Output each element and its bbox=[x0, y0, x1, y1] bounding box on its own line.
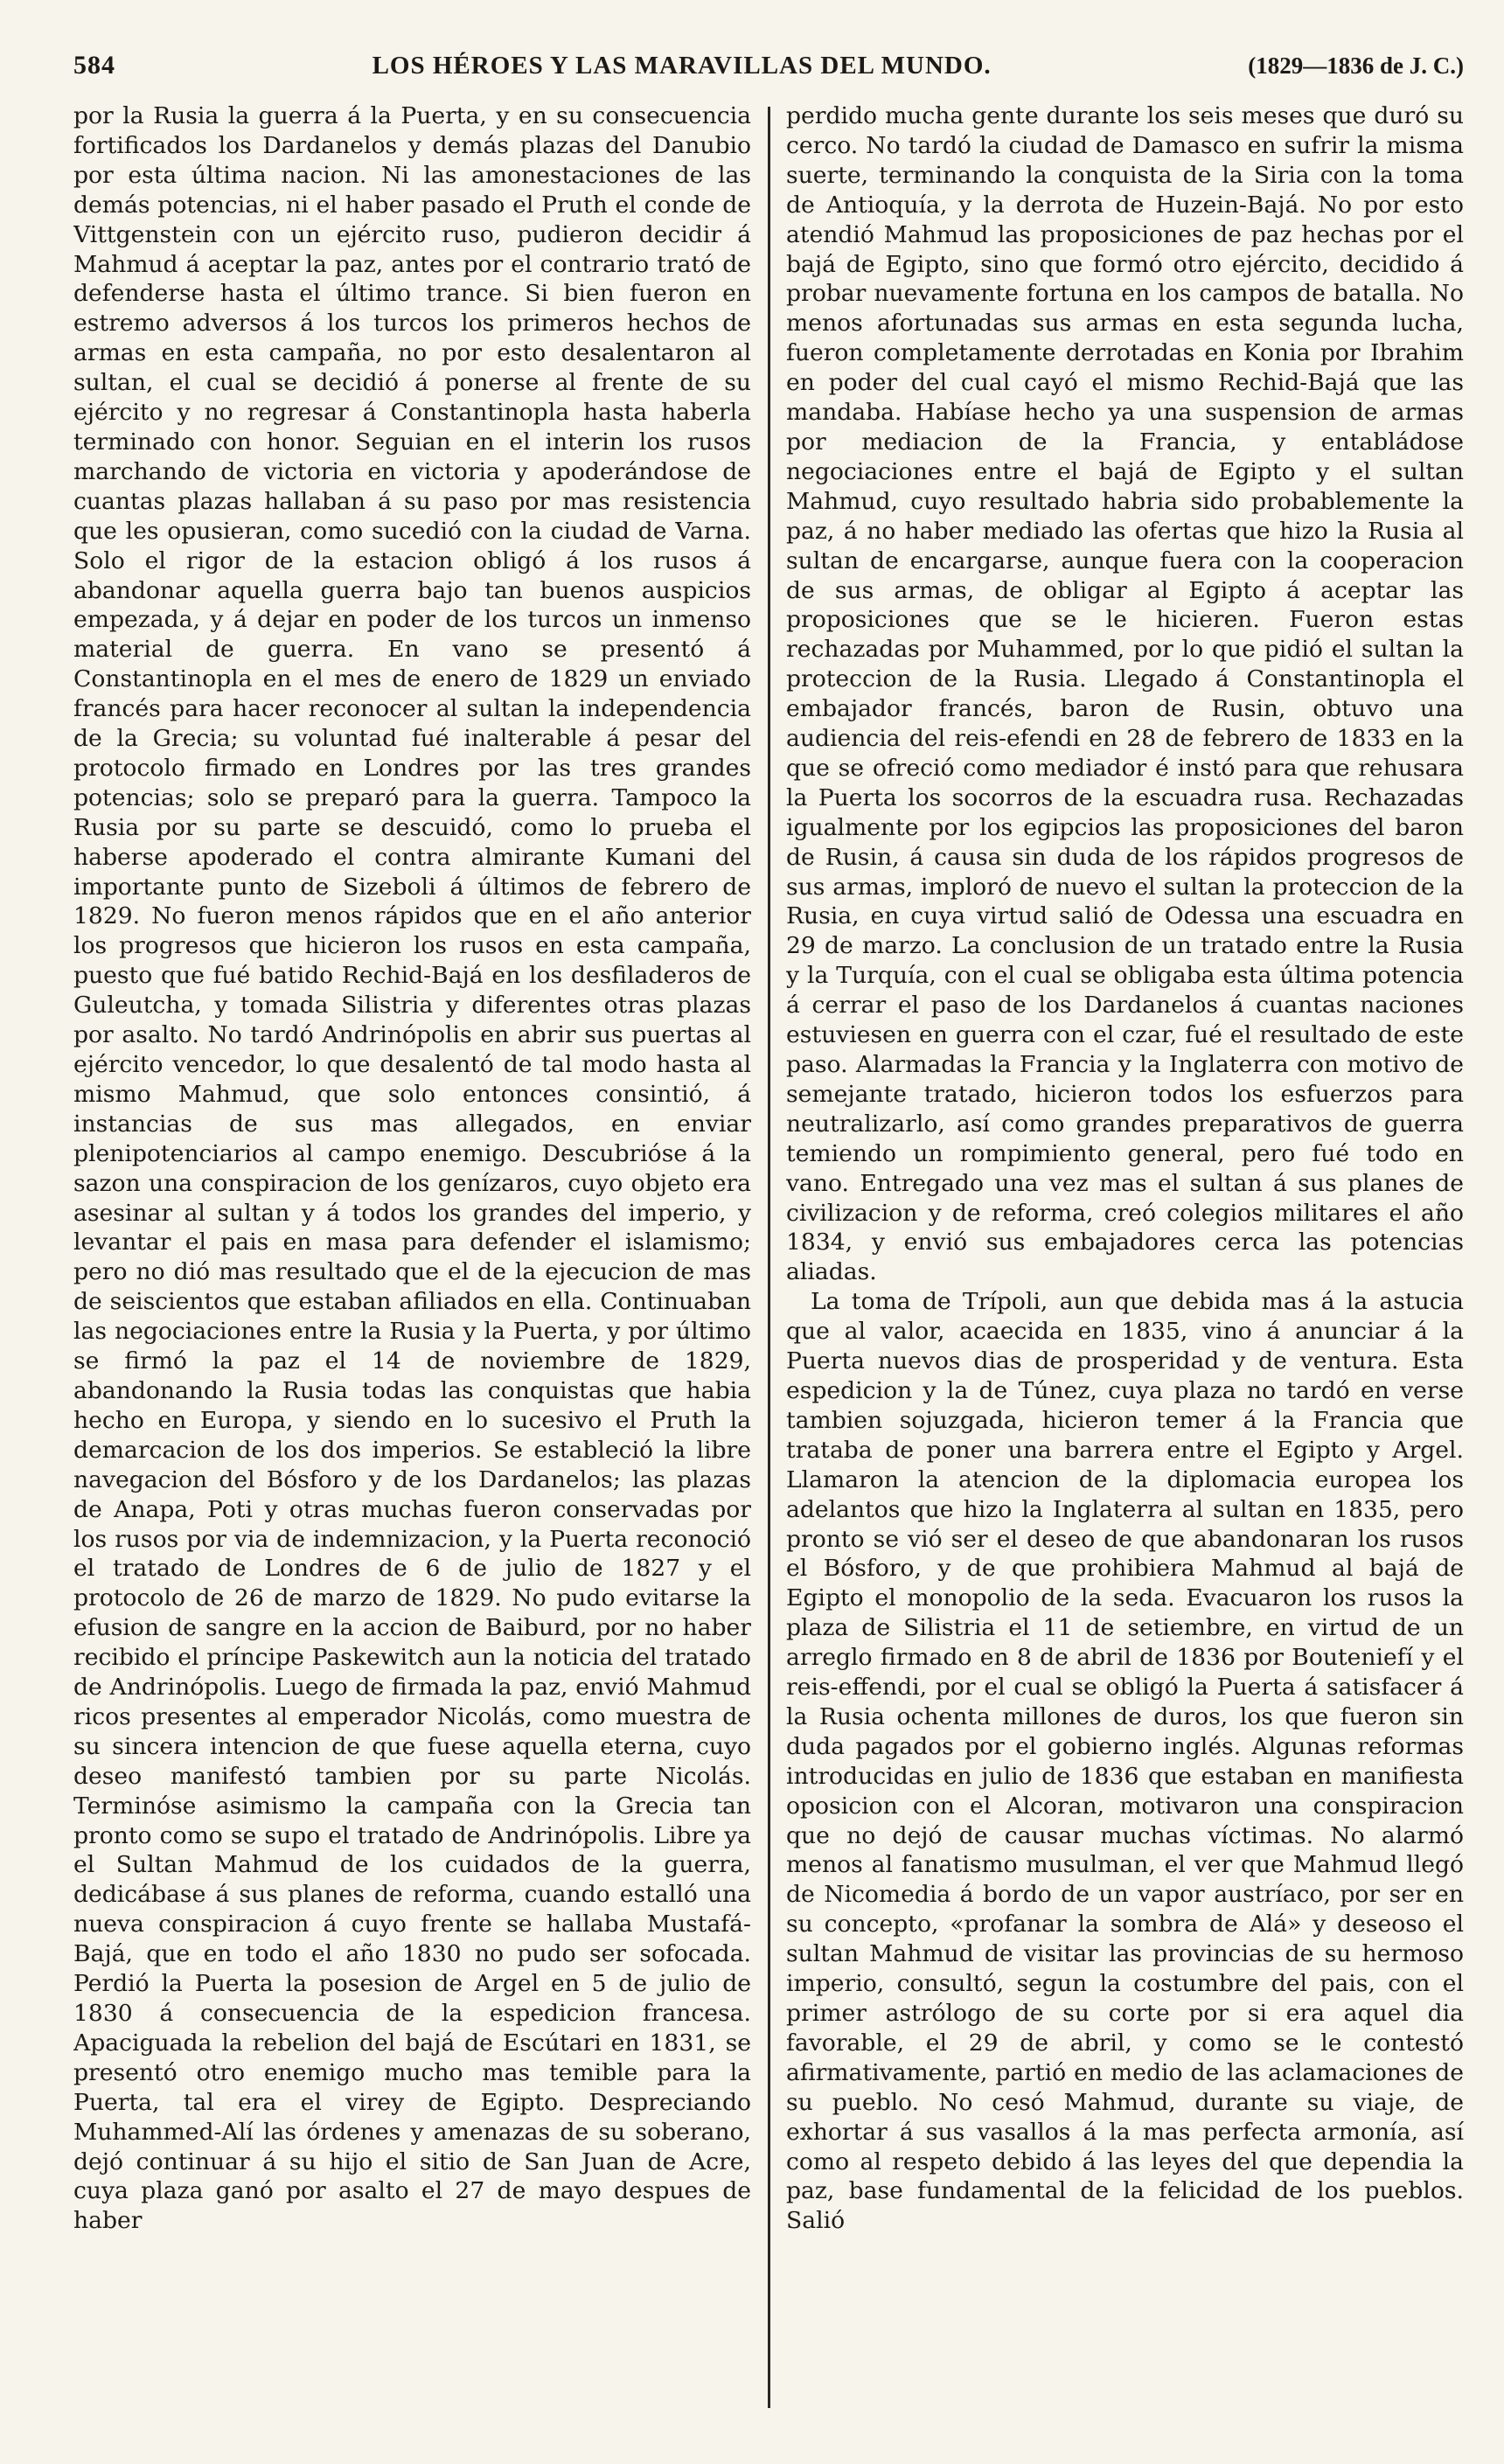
paragraph: por la Rusia la guerra á la Puerta, y en su consecuencia fortificados los Dardanelos y demás plazas del Danubio por esta última nacion. Ni las amonestaciones de las demás potencias, ni el haber pasado el Pruth el conde de Vittgenstein con un ejército ruso, pudieron decidir á Mahmud á aceptar la paz, antes por el contrario trató de defenderse hasta el último trance. Si bien fueron en estremo adversos á los turcos los primeros hechos de armas en esta campaña, no por esto desalentaron al sultan, el cual se decidió á ponerse al frente de su ejército y no regresar á Constantinopla hasta haberla terminado con honor. Seguian en el interin los rusos marchando de victoria en victoria y apoderándose de cuantas plazas hallaban á su paso por mas resistencia que les opusieran, como sucedió con la ciudad de Varna. Solo el rigor de la estacion obligó á los rusos á abandonar aquella guerra bajo tan buenos auspicios empezada, y á dejar en poder de los turcos un inmenso material de guerra. En vano se presentó á Constantinopla en el mes de enero de 1829 un enviado francés para hacer reconocer al sultan la independencia de la Grecia; su voluntad fué inalterable á pesar del protocolo firmado en Londres por las tres grandes potencias; solo se preparó para la guerra. Tampoco la Rusia por su parte se descuidó, como lo prueba el haberse apoderado el contra almirante Kumani del importante punto de Sizeboli á últimos de febrero de 1829. No fueron menos rápidos que en el año anterior los progresos que hicieron los rusos en esta campaña, puesto que fué batido Rechid-Bajá en los desfiladeros de Guleutcha, y tomada Silistria y diferentes otras plazas por asalto. No tardó Andrinópolis en abrir sus puertas al ejército vencedor, lo que desalentó de tal modo hasta al mismo Mahmud, que solo entonces consintió, á instancias de sus mas allegados, en enviar plenipotenciarios al campo enemigo. Descubrióse á la sazon una conspiracion de los genízaros, cuyo objeto era asesinar al sultan y á todos los grandes del imperio, y levantar el pais en masa para defender el islamismo; pero no dió mas resultado que el de la ejecucion de mas de seiscientos que estaban afiliados en ella. Continuaban las negociaciones entre la Rusia y la Puerta, y por último se firmó la paz el 14 de noviembre de 1829, abandonando la Rusia todas las conquistas que habia hecho en Europa, y siendo en lo sucesivo el Pruth la demarcacion de los dos imperios. Se estableció la libre navegacion del Bósforo y de los Dardanelos; las plazas de Anapa, Poti y otras muchas fueron conservadas por los rusos por via de indemnizacion, y la Puerta reconoció el tratado de Londres de 6 de julio de 1827 y el protocolo de 26 de marzo de 1829. No pudo evitarse la efusion de sangre en la accion de Baiburd, por no haber recibido el príncipe Paskewitch aun la noticia del tratado de Andrinópolis. Luego de firmada la paz, envió Mahmud ricos presentes al emperador Nicolás, como muestra de su sincera intencion de que fuese aquella eterna, cuyo deseo manifestó tambien por su parte Nicolás. Terminóse asimismo la campaña con la Grecia tan pronto como se supo el tratado de Andrinópolis. Libre ya el Sultan Mahmud de los cuidados de la guerra, dedicábase á sus planes de reforma, cuando estalló una nueva conspiracion á cuyo frente se hallaba Mustafá-Bajá, que en todo el año 1830 no pudo ser sofocada. Perdió la Puerta la posesion de Argel en 5 de julio de 1830 á consecuencia de la espedicion francesa. Apaciguada la rebelion del bajá de Escútari en 1831, se presentó otro enemigo mucho mas temible para la Puerta, tal era el virey de Egipto. Despreciando Muhammed-Alí las órdenes y amenazas de su soberano, dejó continuar á su hijo el sitio de San Juan de Acre, cuya plaza ganó por asalto el 27 de mayo despues de haber bbox=[73, 102, 751, 2235]
right-column bbox=[786, 101, 1464, 2410]
running-header bbox=[73, 51, 1464, 89]
text-columns bbox=[73, 101, 1464, 2410]
column-divider bbox=[768, 107, 770, 2408]
paragraph: perdido mucha gente durante los seis meses que duró su cerco. No tardó la ciudad de Damasco en sufrir la misma suerte, terminando la conquista de la Siria con la toma de Antioquía, y la derrota de Huzein-Bajá. No por esto atendió Mahmud las proposiciones de paz hechas por el bajá de Egipto, sino que formó otro ejército, decidido á probar nuevamente fortuna en los campos de batalla. No menos afortunadas sus armas en esta segunda lucha, fueron completamente derrotadas en Konia por Ibrahim en poder del cual cayó el mismo Rechid-Bajá que las mandaba. Habíase hecho ya una suspension de armas por mediacion de la Francia, y entabládose negociaciones entre el bajá de Egipto y el sultan Mahmud, cuyo resultado habria sido probablemente la paz, á no haber mediado las ofertas que hizo la Rusia al sultan de encargarse, aunque fuera con la cooperacion de sus armas, de obligar al Egipto á aceptar las proposiciones que se le hicieren. Fueron estas rechazadas por Muhammed, por lo que pidió el sultan la proteccion de la Rusia. Llegado á Constantinopla el embajador francés, baron de Rusin, obtuvo una audiencia del reis-efendi en 28 de febrero de 1833 en la que se ofreció como mediador é instó para que rehusara la Puerta los socorros de la escuadra rusa. Rechazadas igualmente por los egipcios las proposiciones del baron de Rusin, á causa sin duda de los rápidos progresos de sus armas, imploró de nuevo el sultan la proteccion de la Rusia, en cuya virtud salió de Odessa una escuadra en 29 de marzo. La conclusion de un tratado entre la Rusia y la Turquía, con el cual se obligaba esta última potencia á cerrar el paso de los Dardanelos á cuantas naciones estuviesen en guerra con el czar, fué el resultado de este paso. Alarmadas la Francia y la Inglaterra con motivo de semejante tratado, hicieron todos los esfuerzos para neutralizarlo, así como grandes preparativos de guerra temiendo un rompimiento general, pero fué todo en vano. Entregado una vez mas el sultan á sus planes de civilizacion y de reforma, creó colegios militares el año 1834, y envió sus embajadores cerca las potencias aliadas. bbox=[786, 102, 1464, 1286]
left-column bbox=[73, 101, 751, 2410]
running-title: LOS HÉROES Y LAS MARAVILLAS DEL MUNDO. bbox=[372, 52, 992, 80]
page-number: 584 bbox=[73, 51, 115, 80]
book-page bbox=[73, 51, 1464, 2412]
date-range: (1829—1836 de J. C.) bbox=[1248, 52, 1464, 79]
paragraph: La toma de Trípoli, aun que debida mas á la astucia que al valor, acaecida en 1835, vino á anunciar á la Puerta nuevos dias de prosperidad y de ventura. Esta espedicion y la de Túnez, cuya plaza no tardó en verse tambien sojuzgada, hicieron temer á la Francia que trataba de poner una barrera entre el Egipto y Argel. Llamaron la atencion de la diplomacia europea los adelantos que hizo la Inglaterra al sultan en 1835, pero pronto se vió ser el deseo de que abandonaran los rusos el Bósforo, y de que prohibiera Mahmud al bajá de Egipto el monopolio de la seda. Evacuaron los rusos la plaza de Silistria el 11 de setiembre, en virtud de un arreglo firmado en 8 de abril de 1836 por Bouteniefí y el reis-effendi, por el cual se obligó la Puerta á satisfacer á la Rusia ochenta millones de duros, los que fueron sin duda pagados por el gobierno inglés. Algunas reformas introducidas en julio de 1836 que estaban en manifiesta oposicion con el Alcoran, motivaron una conspiracion que no dejó de causar muchas víctimas. No alarmó menos al fanatismo musulman, el ver que Mahmud llegó de Nicomedia á bordo de un vapor austríaco, por ser en su concepto, «profanar la sombra de Alá» y deseoso el sultan Mahmud de visitar las provincias de su hermoso imperio, consultó, segun la costumbre del pais, con el primer astrólogo de su corte por si era aquel dia favorable, el 29 de abril, y como se le contestó afirmativamente, partió en medio de las aclamaciones de su pueblo. No cesó Mahmud, durante su viaje, de exhortar á sus vasallos á la mas perfecta armonía, así como al respeto debido á las leyes del que dependia la paz, base fundamental de la felicidad de los pueblos. Salió bbox=[786, 1288, 1464, 2235]
